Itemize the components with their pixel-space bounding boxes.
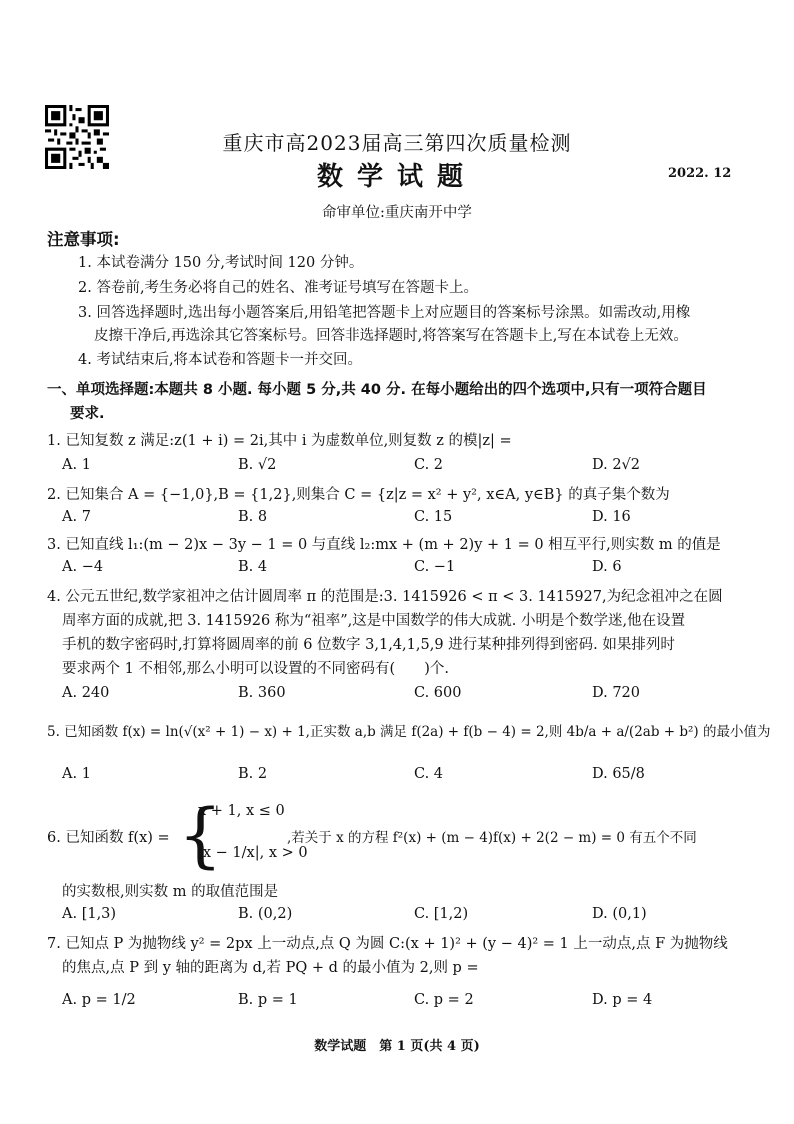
q1-option-a: A. 1: [62, 457, 91, 473]
question-4-line-1: 4. 公元五世纪,数学家祖冲之估计圆周率 π 的范围是:3. 1415926 < π < 3. 1415927,为纪念祖冲之在圆: [47, 589, 723, 605]
q5-option-a: A. 1: [62, 766, 91, 782]
question-2: 2. 已知集合 A = {−1,0},B = {1,2},则集合 C = {z|z = x² + y², x∈A, y∈B} 的真子集个数为: [47, 487, 670, 503]
q5-option-c: C. 4: [414, 766, 444, 782]
q1-option-b: B. √2: [238, 457, 277, 473]
q3-option-c: C. −1: [414, 559, 456, 575]
q7-option-a: A. p = 1/2: [62, 992, 136, 1008]
question-7-line-2: 的焦点,点 P 到 y 轴的距离为 d,若 PQ + d 的最小值为 2,则 p =: [62, 960, 479, 976]
notice-item-2: 2. 答卷前,考生务必将自己的姓名、准考证号填写在答题卡上。: [78, 280, 479, 296]
q3-option-d: D. 6: [592, 559, 622, 575]
question-6-case-1: x + 1, x ≤ 0: [198, 803, 285, 819]
q4-option-b: B. 360: [238, 685, 286, 701]
q5-option-b: B. 2: [238, 766, 268, 782]
q6-option-c: C. [1,2): [414, 906, 469, 922]
question-1: 1. 已知复数 z 满足:z(1 + i) = 2i,其中 i 为虚数单位,则复数 z 的模|z| =: [47, 433, 512, 449]
question-5: 5. 已知函数 f(x) = ln(√(x² + 1) − x) + 1,正实数 a,b 满足 f(2a) + f(b − 4) = 2,则 4b/a + a/(2ab + b²) 的最小值为: [47, 724, 771, 740]
q2-option-d: D. 16: [592, 509, 631, 525]
q5-option-d: D. 65/8: [592, 766, 645, 782]
q4-option-d: D. 720: [592, 685, 641, 701]
q3-option-b: B. 4: [238, 559, 268, 575]
piecewise-brace: {: [178, 794, 223, 876]
question-4-line-4: 要求两个 1 不相邻,那么小明可以设置的不同密码有( )个.: [62, 661, 449, 677]
question-3: 3. 已知直线 l₁:(m − 2)x − 3y − 1 = 0 与直线 l₂:mx + (m + 2)y + 1 = 0 相互平行,则实数 m 的值是: [47, 537, 721, 553]
q4-option-c: C. 600: [414, 685, 462, 701]
q1-option-c: C. 2: [414, 457, 444, 473]
question-6-line-2: 的实数根,则实数 m 的取值范围是: [62, 884, 279, 900]
notice-item-3: 3. 回答选择题时,选出每小题答案后,用铅笔把答题卡上对应题目的答案标号涂黑。如需改动,用橡: [78, 305, 691, 321]
exam-date: 2022. 12: [668, 166, 732, 181]
section-heading-cont: 要求.: [70, 406, 105, 422]
q6-option-b: B. (0,2): [238, 906, 293, 922]
notice-item-1: 1. 本试卷满分 150 分,考试时间 120 分钟。: [78, 255, 364, 271]
subject-title: 数学试题: [316, 162, 477, 192]
exam-title: 重庆市高2023届高三第四次质量检测: [222, 131, 572, 155]
q7-option-b: B. p = 1: [238, 992, 298, 1008]
q4-option-a: A. 240: [62, 685, 110, 701]
page-footer: 数学试题 第 1 页(共 4 页): [314, 1039, 480, 1054]
notice-item-3-cont: 皮擦干净后,再选涂其它答案标号。回答非选择题时,将答案写在答题卡上,写在本试卷上无效。: [94, 328, 688, 344]
q3-option-a: A. −4: [62, 559, 104, 575]
q6-option-a: A. [1,3): [62, 906, 117, 922]
question-4-line-3: 手机的数字密码时,打算将圆周率的前 6 位数字 3,1,4,1,5,9 进行某种排列得到密码. 如果排列时: [62, 637, 675, 653]
setter-unit: 命审单位:重庆南开中学: [322, 205, 472, 221]
question-7-line-1: 7. 已知点 P 为抛物线 y² = 2px 上一动点,点 Q 为圆 C:(x + 1)² + (y − 4)² = 1 上一动点,点 F 为抛物线: [47, 936, 728, 952]
q6-option-d: D. (0,1): [592, 906, 647, 922]
question-6-condition: ,若关于 x 的方程 f²(x) + (m − 4)f(x) + 2(2 − m) = 0 有五个不同: [287, 830, 697, 846]
q2-option-c: C. 15: [414, 509, 453, 525]
question-6-case-2: |x − 1/x|, x > 0: [198, 845, 308, 861]
q2-option-a: A. 7: [62, 509, 91, 525]
q1-option-d: D. 2√2: [592, 457, 641, 473]
section-heading: 一、单项选择题:本题共 8 小题. 每小题 5 分,共 40 分. 在每小题给出的四个选项中,只有一项符合题目: [47, 382, 707, 398]
q7-option-d: D. p = 4: [592, 992, 653, 1008]
q2-option-b: B. 8: [238, 509, 268, 525]
question-4-line-2: 周率方面的成就,把 3. 1415926 称为“祖率”,这是中国数学的伟大成就. 小明是个数学迷,他在设置: [62, 613, 686, 629]
notice-item-4: 4. 考试结束后,将本试卷和答题卡一并交回。: [78, 352, 363, 368]
notice-heading: 注意事项:: [47, 230, 120, 249]
question-6-lead: 6. 已知函数 f(x) =: [47, 830, 170, 846]
q7-option-c: C. p = 2: [414, 992, 474, 1008]
